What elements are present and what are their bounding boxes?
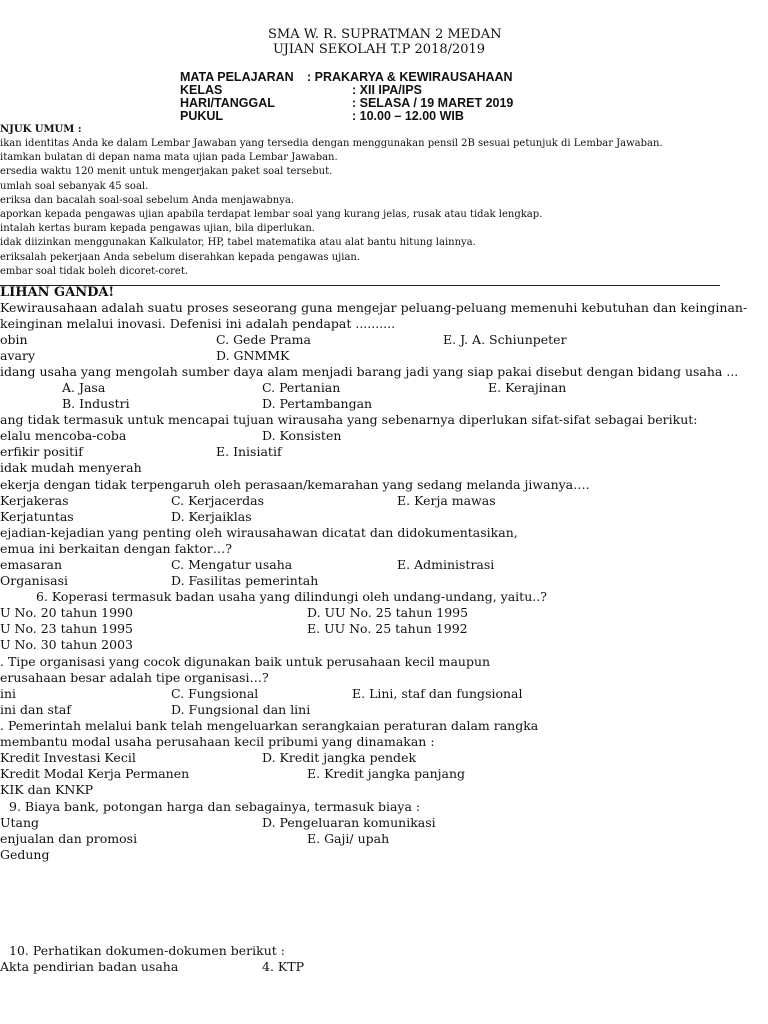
meta-label-subject: MATA PELAJARAN [180,70,294,84]
option: erfikir positif [0,444,83,459]
option: U No. 20 tahun 1990 [0,605,133,620]
option: U No. 23 tahun 1995 [0,621,133,636]
exam-title: UJIAN SEKOLAH T.P 2018/2019 [273,42,486,57]
option: Kredit Modal Kerja Permanen [0,766,190,781]
question-line: emua ini berkaitan dengan faktor…? [0,541,232,556]
meta-value-time: : 10.00 – 12.00 WIB [352,109,464,123]
option: D. GNMMK [216,348,290,363]
meta-value-subject: : PRAKARYA & KEWIRAUSAHAAN [307,70,513,84]
question-line: idang usaha yang mengolah sumber daya alam menjadi barang jadi yang siap pakai disebut dengan bidang usaha ... [0,364,739,379]
option: B. Industri [62,396,130,411]
option: D. Fungsional dan lini [171,702,311,717]
option: D. Kredit jangka pendek [262,750,417,765]
question-line: . Tipe organisasi yang cocok digunakan baik untuk perusahaan kecil maupun [0,654,491,669]
option: enjualan dan promosi [0,831,138,846]
option: D. Pertambangan [262,396,373,411]
instruction-item: embar soal tidak boleh dicoret-coret. [0,266,189,277]
meta-value-date: : SELASA / 19 MARET 2019 [352,96,514,110]
instruction-item: aporkan kepada pengawas ujian apabila terdapat lembar soal yang kurang jelas, rusak atau tidak lengkap. [0,209,543,220]
instruction-item: ersedia waktu 120 menit untuk mengerjakan paket soal tersebut. [0,166,333,177]
option: idak mudah menyerah [0,460,142,475]
option: C. Mengatur usaha [171,557,293,572]
instructions-title: NJUK UMUM : [0,124,82,135]
question-line: 6. Koperasi termasuk badan usaha yang dilindungi oleh undang-undang, yaitu..? [36,589,547,604]
option: D. Konsisten [262,428,342,443]
option: obin [0,332,28,347]
question-line: membantu modal usaha perusahaan kecil pribumi yang dinamakan : [0,734,435,749]
instruction-item: ikan identitas Anda ke dalam Lembar Jawaban yang tersedia dengan menggunakan pensil 2B sesuai petunjuk di Lembar Jawaban. [0,138,663,149]
meta-label-time: PUKUL [180,109,224,123]
option: Kerjatuntas [0,509,74,524]
option: elalu mencoba-coba [0,428,127,443]
option: Kredit Investasi Kecil [0,750,136,765]
option: E. Kerajinan [488,380,567,395]
instruction-item: eriksa dan bacalah soal-soal sebelum Anda menjawabnya. [0,195,295,206]
option: E. Kredit jangka panjang [307,766,466,781]
option: Organisasi [0,573,69,588]
option: U No. 30 tahun 2003 [0,637,133,652]
option: 4. KTP [262,959,304,974]
question-line: 9. Biaya bank, potongan harga dan sebagainya, termasuk biaya : [9,799,421,814]
meta-label-date: HARI/TANGGAL [180,96,275,110]
option: ini dan staf [0,702,72,717]
option: Kerjakeras [0,493,69,508]
option: KIK dan KNKP [0,782,94,797]
option: D. Fasilitas pemerintah [171,573,319,588]
option: E. Gaji/ upah [307,831,390,846]
option: D. Pengeluaran komunikasi [262,815,436,830]
option: E. J. A. Schiunpeter [443,332,567,347]
option: C. Pertanian [262,380,341,395]
instruction-item: intalah kertas buram kepada pengawas ujian, bila diperlukan. [0,223,315,234]
option: D. Kerjaiklas [171,509,252,524]
option: A. Jasa [62,380,106,395]
instruction-item: eriksalah pekerjaan Anda sebelum diserahkan kepada pengawas ujian. [0,252,361,263]
option: E. Inisiatif [216,444,282,459]
instruction-item: itamkan bulatan di depan nama mata ujian pada Lembar Jawaban. [0,152,338,163]
question-line: 10. Perhatikan dokumen-dokumen berikut : [9,943,285,958]
question-line: . Pemerintah melalui bank telah mengeluarkan serangkaian peraturan dalam rangka [0,718,539,733]
option: C. Fungsional [171,686,259,701]
instruction-item: umlah soal sebanyak 45 soal. [0,181,149,192]
question-line: keinginan melalui inovasi. Defenisi ini adalah pendapat .......... [0,316,396,331]
option: E. UU No. 25 tahun 1992 [307,621,468,636]
option: E. Administrasi [397,557,495,572]
option: C. Kerjacerdas [171,493,265,508]
option: ini [0,686,17,701]
meta-label-class: KELAS [180,83,223,97]
option: E. Lini, staf dan fungsional [352,686,523,701]
option: Utang [0,815,40,830]
option: Gedung [0,847,50,862]
section-title: LIHAN GANDA! [0,285,115,300]
option: emasaran [0,557,63,572]
option: C. Gede Prama [216,332,311,347]
option: D. UU No. 25 tahun 1995 [307,605,469,620]
question-line: erusahaan besar adalah tipe organisasi…? [0,670,269,685]
school-name: SMA W. R. SUPRATMAN 2 MEDAN [268,27,502,42]
option: Akta pendirian badan usaha [0,959,179,974]
option: E. Kerja mawas [397,493,496,508]
question-line: ekerja dengan tidak terpengaruh oleh perasaan/kemarahan yang sedang melanda jiwanya…. [0,477,590,492]
question-line: ejadian-kejadian yang penting oleh wirausahawan dicatat dan didokumentasikan, [0,525,518,540]
option: avary [0,348,36,363]
instruction-item: idak diizinkan menggunakan Kalkulator, HP, tabel matematika atau alat bantu hitung lainnya. [0,237,476,248]
question-line: ang tidak termasuk untuk mencapai tujuan wirausaha yang sebenarnya diperlukan sifat-sifat sebagai berikut: [0,412,698,427]
meta-value-class: : XII IPA/IPS [352,83,422,97]
question-line: Kewirausahaan adalah suatu proses seseorang guna mengejar peluang-peluang memenuhi kebutuhan dan keinginan- [0,300,748,315]
